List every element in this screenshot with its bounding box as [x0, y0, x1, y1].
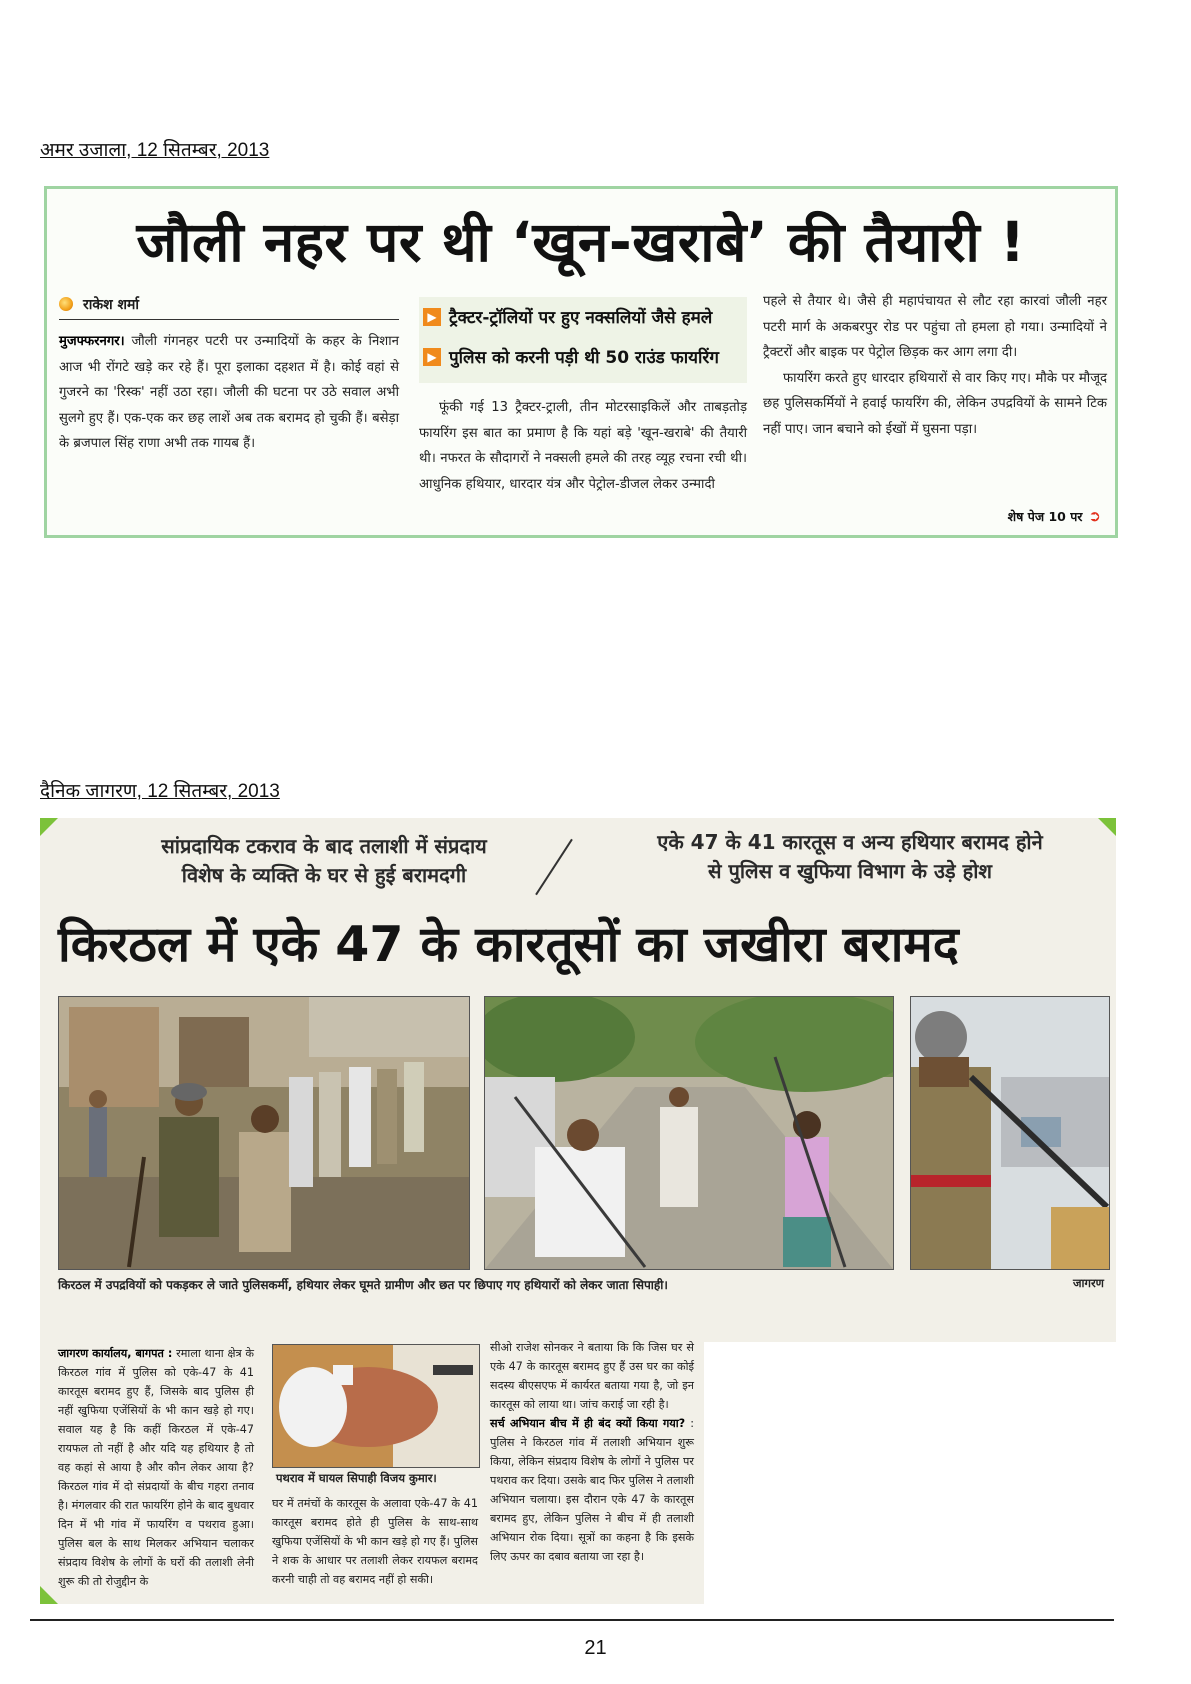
continued-on-page [1008, 507, 1101, 525]
clipping1-source-caption: अमर उजाला, 12 सितम्बर, 2013 [40, 140, 270, 161]
continued-text: शेष पेज 10 पर [1007, 508, 1083, 524]
clipping1-subheadline-box [419, 297, 747, 383]
photo-villagers-road [484, 996, 894, 1270]
photo-police-escort-image [59, 997, 469, 1269]
photo-policeman-rifle-image [911, 997, 1109, 1269]
clipping1-column-3 [763, 289, 1107, 442]
kicker-left-line-1: सांप्रदायिक टकराव के बाद तलाशी में संप्रदाय [161, 834, 487, 858]
corner-mark [40, 818, 58, 836]
kicker-right [590, 828, 1110, 886]
curved-arrow-icon: ➲ [1088, 507, 1101, 525]
photo-injured-constable [272, 1344, 480, 1468]
subheadline-1-text: ट्रैक्टर-ट्रॉलियों पर हुए नक्सलियों जैसे हमले [449, 308, 713, 328]
clipping2-column-3 [490, 1338, 694, 1566]
arrow-right-icon: ▶ [423, 348, 441, 366]
arrow-right-icon: ▶ [423, 308, 441, 326]
clipping1-col3-p1: पहले से तैयार थे। जैसे ही महापंचायत से लौट रहा कारवां जौली नहर पटरी मार्ग के अकबरपुर रोड पर पहुंचा तो हमला हो गया। उन्मादियों ने ट्रैक्टरों और बाइक पर पेट्रोल छिड़क कर आग लगा दी। [763, 294, 1107, 360]
kicker-right-line-2: से पुलिस व खुफिया विभाग के उड़े होश [708, 859, 992, 883]
clipping1-col1-text: जौली गंगनहर पटरी पर उन्मादियों के कहर के निशान आज भी रोंगटे खड़े कर रहे हैं। पूरा इलाका दहशत में है। कोई वहां से गुजरने का 'रिस्क' नहीं उठा रहा। जौली की घटना पर उठे सवाल अभी सुलगे हुए हैं। एक-एक कर छह लाशें अब तक बरामद हो चुकी हैं। बसेड़ा के ब्रजपाल सिंह राणा अभी तक गायब हैं। [59, 334, 399, 451]
clipping1-dateline: मुजफ्फरनगर। [59, 334, 125, 349]
clipping2-column-1 [58, 1344, 254, 1591]
photo-injured-constable-image [273, 1345, 479, 1467]
photo-villagers-road-image [485, 997, 893, 1269]
kicker-right-line-1: एके 47 के 41 कारतूस व अन्य हथियार बरामद होने [657, 830, 1043, 854]
bullet-icon [59, 297, 73, 311]
photo-caption: किरठल में उपद्रवियों को पकड़कर ले जाते पुलिसकर्मी, हथियार लेकर घूमते ग्रामीण और छत पर छिपाए गए हथियारों को लेकर जाता सिपाही। [58, 1278, 668, 1292]
photo-policeman-rifle [910, 996, 1110, 1270]
inset-photo-caption: पथराव में घायल सिपाही विजय कुमार। [276, 1471, 437, 1485]
clipping2-col3-p1: सीओ राजेश सोनकर ने बताया कि कि जिस घर से एके 47 के कारतूस बरामद हुए हैं उस घर का कोई सदस्य बीएसएफ में कार्यरत बताया गया है, जो इन कारतूस को लाया था। जांच कराई जा रही है। [490, 1341, 694, 1411]
clipping2-article-top [40, 818, 1116, 1342]
clipping1-column-1 [59, 329, 399, 457]
clipping2-col3-p2: : पुलिस ने किरठल गांव में तलाशी अभियान शुरू किया, लेकिन संप्रदाय विशेष के लोगों ने पुलिस पर पथराव कर दिया। उसके बाद फिर पुलिस ने तलाशी अभियान चलाया। इस दौरान एके 47 के कारतूस बरामद हुए, लेकिन पुलिस ने बीच में ही तलाशी अभियान रोक दिया। सूत्रों का कहना है कि इसके लिए ऊपर का दबाव बताया जा रहा है। [490, 1417, 694, 1563]
clipping2-source-caption: दैनिक जागरण, 12 सितम्बर, 2013 [40, 781, 280, 802]
kicker-left [84, 832, 564, 890]
photo-credit: जागरण [1072, 1276, 1104, 1290]
clipping1-article [44, 186, 1118, 538]
page-number: 21 [584, 1637, 607, 1659]
clipping1-headline: जौली नहर पर थी ‘खून-खराबे’ की तैयारी ! [136, 210, 1026, 274]
subheadline-2-text: पुलिस को करनी पड़ी थी 50 राउंड फायरिंग [449, 348, 719, 368]
corner-mark [40, 1586, 58, 1604]
clipping2-headline: किरठल में एके 47 के कारतूसों का जखीरा बरामद [58, 916, 959, 973]
photo-police-escort [58, 996, 470, 1270]
clipping2-col2-text: घर में तमंचों के कारतूस के अलावा एके-47 के 41 कारतूस बरामद होते ही पुलिस के साथ-साथ खुफिया एजेंसियों के भी कान खड़े हो गए हैं। पुलिस ने शक के आधार पर तलाशी लेकर रायफल बरामद करनी चाही तो वह बरामद नहीं हो सकी। [272, 1497, 478, 1586]
clipping2-column-2 [272, 1494, 478, 1589]
subheadline-2 [423, 345, 719, 368]
byline-author: राकेश शर्मा [83, 296, 140, 313]
kicker-left-line-2: विशेष के व्यक्ति के घर से हुई बरामदगी [181, 863, 467, 887]
subheadline-1 [423, 305, 712, 328]
clipping1-byline [59, 289, 399, 320]
clipping2-col1-text: रमाला थाना क्षेत्र के किरठल गांव में पुलिस को एके-47 के 41 कारतूस बरामद हुए हैं, जिसके बाद पुलिस ही नहीं खुफिया एजेंसियों के भी कान खड़े हो गए। सवाल यह है कि कहीं किरठल में एके-47 रायफल तो नहीं है और यदि यह हथियार है तो वह कहां से आया है और कौन लेकर आया है? किरठल गांव में दो संप्रदायों के बीच गहरा तनाव है। मंगलवार की रात फायरिंग होने के बाद बुधवार दिन में भी गांव में फायरिंग व पथराव हुआ। पुलिस बल के साथ मिलकर अभियान चलाकर संप्रदाय विशेष के लोगों के घरों की तलाशी लेनी शुरू की तो रोजुद्दीन के [58, 1347, 254, 1588]
clipping2-dateline: जागरण कार्यालय, बागपत : [58, 1347, 173, 1360]
clipping2-col3-subhead: सर्च अभियान बीच में ही बंद क्यों किया गया? [490, 1417, 686, 1430]
clipping1-column-2 [419, 395, 747, 497]
clipping1-col3-p2: फायरिंग करते हुए धारदार हथियारों से वार किए गए। मौके पर मौजूद छह पुलिसकर्मियों ने हवाई फायरिंग की, लेकिन उपद्रवियों के सामने टिक नहीं पाए। जान बचाने को ईखों में घुसना पड़ा। [763, 370, 1107, 437]
footer-rule [30, 1619, 1114, 1621]
clipping2-article-body [40, 1338, 704, 1604]
clipping1-col2-text: फूंकी गई 13 ट्रैक्टर-ट्राली, तीन मोटरसाइकिलें और ताबड़तोड़ फायरिंग इस बात का प्रमाण है कि यहां बड़े 'खून-खराबे' की तैयारी थी। नफरत के सौदागरों ने नक्सली हमले की तरह व्यूह रचना रची थी। आधुनिक हथियार, धारदार यंत्र और पेट्रोल-डीजल लेकर उन्मादी [419, 400, 747, 492]
